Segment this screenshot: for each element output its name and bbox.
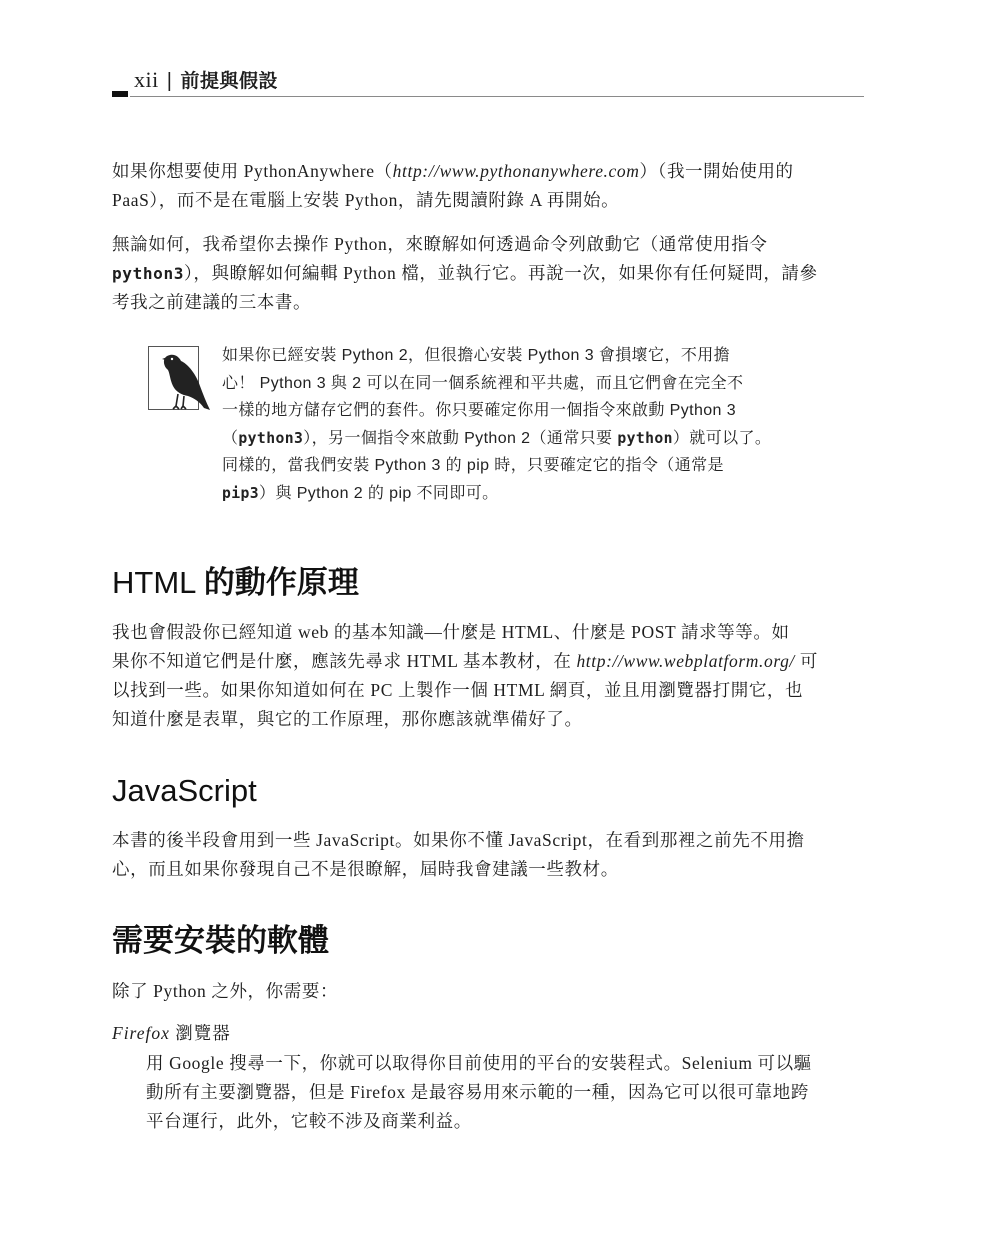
tip-line: 心！ Python 3 與 2 可以在同一個系統裡和平共處，而且它們會在完全不 [222,374,744,392]
url-link[interactable]: http://www.webplatform.org/ [576,651,795,671]
chapter-title: 前提與假設 [180,71,278,92]
text-line: 心，而且如果你發現自己不是很瞭解，屆時我會建議一些教材。 [112,859,619,879]
tip-line: 同樣的，當我們安裝 Python 3 的 pip 時，只要確定它的指令（通常是 [222,457,724,475]
definition-term-firefox: Firefox 瀏覽器 [112,1023,231,1043]
text-line: 無論如何，我希望你去操作 Python，來瞭解如何透過命令列啟動它（通常使用指令 [112,234,768,254]
tip-box [146,342,826,512]
text-line: 果你不知道它們是什麼，應該先尋求 HTML 基本教材，在 http://www.webplatform.org/ 可 [112,651,818,671]
text-line: 平台運行，此外，它較不涉及商業利益。 [146,1111,472,1131]
tip-line: 一樣的地方儲存它們的套件。你只要確定你用一個指令來啟動 Python 3 [222,402,737,420]
section-heading-html: HTML 的動作原理 [112,565,359,600]
paragraph-software-intro: 除了 Python 之外，你需要： [112,981,339,1001]
text-line: 我也會假設你已經知道 web 的基本知識—什麼是 HTML、什麼是 POST 請求等等。如 [112,622,790,642]
code-inline: pip3 [222,484,260,502]
crow-icon [148,346,212,416]
tip-line: 如果你已經安裝 Python 2，但很擔心安裝 Python 3 會損壞它，不用擔 [222,347,731,364]
header-mark [112,91,128,97]
tip-text [222,342,822,508]
code-inline: python3 [112,264,185,283]
paragraph-pythonanywhere [112,157,864,215]
text-line: 用 Google 搜尋一下，你就可以取得你目前使用的平台的安裝程式。Selenium 可以驅 [146,1053,812,1073]
paragraph-html [112,618,864,734]
running-header [112,64,864,98]
header-separator: | [166,70,173,92]
text-line: 動所有主要瀏覽器，但是 Firefox 是最容易用來示範的一種，因為它可以很可靠地跨 [146,1082,809,1102]
text-line: 本書的後半段會用到一些 JavaScript。如果你不懂 JavaScript，在看到那裡之前先不用擔 [112,830,805,850]
header-rule [130,96,864,97]
definition-description-firefox [146,1049,864,1136]
text-line: 以找到一些。如果你知道如何在 PC 上製作一個 HTML 網頁，並且用瀏覽器打開它，也 [112,680,804,700]
page-number: xii [134,67,159,92]
code-inline: python [617,429,673,447]
section-heading-javascript: JavaScript [112,773,257,808]
text-line: 知道什麼是表單，與它的工作原理，那你應該就準備好了。 [112,709,583,729]
text-line: PaaS），而不是在電腦上安裝 Python，請先閱讀附錄 A 再開始。 [112,190,620,210]
tip-line: pip3）與 Python 2 的 pip 不同即可。 [222,484,499,502]
url-link[interactable]: http://www.pythonanywhere.com [392,161,640,181]
text-line: 考我之前建議的三本書。 [112,292,312,312]
text-line: 如果你想要使用 PythonAnywhere（http://www.pythonanywhere.com）（我一開始使用的 [112,161,794,181]
section-heading-software: 需要安裝的軟體 [112,923,329,958]
header-text [134,66,278,93]
tip-line: （python3），另一個指令來啟動 Python 2（通常只要 python）就可以了。 [222,429,772,447]
paragraph-javascript [112,826,864,884]
text-line: python3），與瞭解如何編輯 Python 檔，並執行它。再說一次，如果你有任何疑問，請參 [112,263,818,283]
code-inline: python3 [238,429,304,447]
paragraph-command-line [112,230,864,317]
